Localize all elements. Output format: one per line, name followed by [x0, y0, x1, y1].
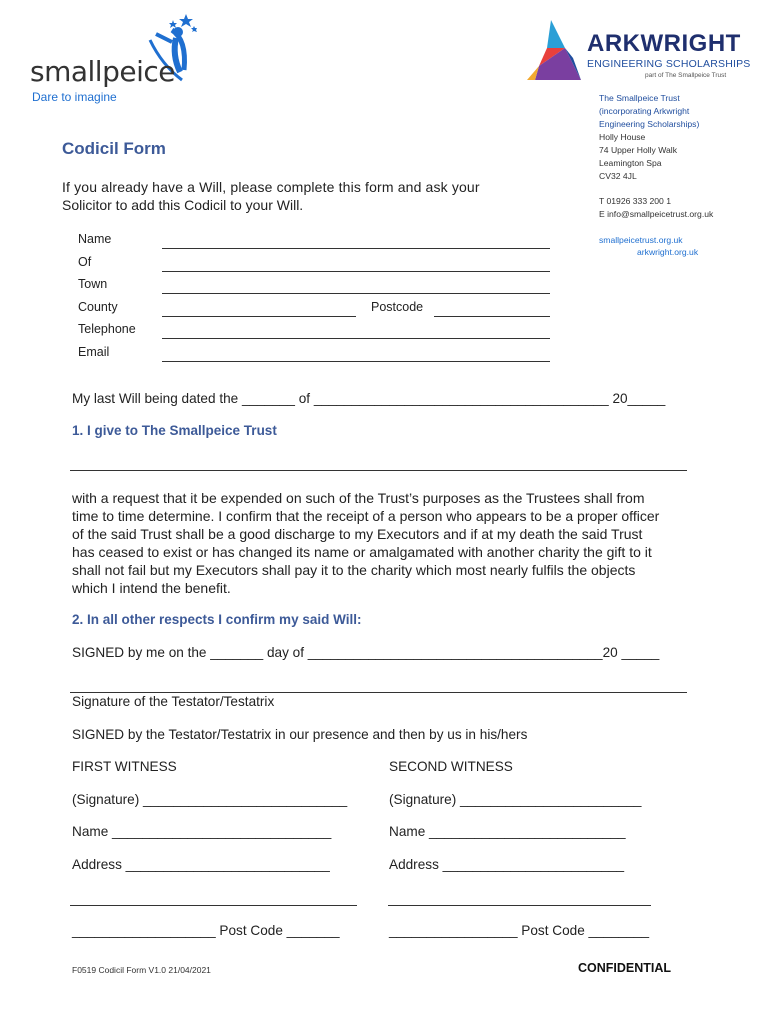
address-line-1: The Smallpeice Trust [599, 93, 680, 103]
first-witness-postcode[interactable]: ___________________ Post Code _______ [72, 923, 340, 938]
testator-signature-label: Signature of the Testator/Testatrix [72, 694, 275, 709]
second-witness-name[interactable]: Name __________________________ [389, 824, 626, 839]
first-witness-heading: FIRST WITNESS [72, 759, 177, 774]
email-label: Email [78, 345, 110, 359]
email-input-line[interactable] [162, 361, 550, 362]
page-title: Codicil Form [62, 139, 166, 158]
smallpeice-tagline: Dare to imagine [32, 90, 117, 104]
postcode-label: Postcode [371, 300, 424, 314]
gift-line-4: has ceased to exist or has changed its name or amalgamated with another charity the gift to it [72, 544, 652, 560]
address-phone: T 01926 333 200 1 [599, 196, 671, 206]
arkwright-triangle-icon [525, 18, 583, 84]
of-input-line[interactable] [162, 271, 550, 272]
first-witness-address-line-2[interactable] [70, 905, 357, 906]
of-label: Of [78, 255, 92, 269]
gift-input-line[interactable] [70, 470, 687, 471]
gift-line-5: shall not fail but my Executors shall pay it to the charity which most nearly fulfils the objects [72, 562, 636, 578]
will-dated-line[interactable]: My last Will being dated the _______ of _______________________________________ 20_____ [72, 391, 666, 406]
address-line-2: (incorporating Arkwright [599, 106, 690, 116]
smallpeice-logo [30, 10, 200, 110]
second-witness-address-line-2[interactable] [388, 905, 651, 906]
footer-reference: F0519 Codicil Form V1.0 21/04/2021 [72, 965, 211, 975]
gift-paragraph [72, 489, 712, 597]
intro-line-2: Solicitor to add this Codicil to your Will. [62, 197, 304, 213]
testator-signature-line[interactable] [70, 692, 687, 693]
gift-line-6: which I intend the benefit. [72, 580, 231, 596]
section-2-heading: 2. In all other respects I confirm my said Will: [72, 612, 362, 627]
arkwright-wordmark: ARKWRIGHT [587, 30, 741, 57]
signed-by-me-line[interactable]: SIGNED by me on the _______ day of _______________________________________20 _____ [72, 645, 660, 660]
intro-line-1: If you already have a Will, please complete this form and ask your [62, 179, 480, 195]
gift-line-3: of the said Trust shall be a good discharge to my Executors and if at my death the said Trust [72, 526, 643, 542]
address-line-6: Leamington Spa [599, 158, 662, 168]
first-witness-name[interactable]: Name _____________________________ [72, 824, 332, 839]
arkwright-part-of: part of The Smallpeice Trust [645, 72, 727, 79]
website-link-smallpeice[interactable]: smallpeicetrust.org.uk [599, 235, 683, 245]
second-witness-address[interactable]: Address ________________________ [389, 857, 625, 872]
address-line-5: 74 Upper Holly Walk [599, 145, 678, 155]
address-line-4: Holly House [599, 132, 646, 142]
second-witness-postcode[interactable]: _________________ Post Code ________ [389, 923, 650, 938]
town-label: Town [78, 277, 108, 291]
telephone-label: Telephone [78, 322, 136, 336]
gift-line-1: with a request that it be expended on such of the Trust’s purposes as the Trustees shall from [72, 490, 645, 506]
first-witness-address[interactable]: Address ___________________________ [72, 857, 330, 872]
county-label: County [78, 300, 118, 314]
county-input-line[interactable] [162, 316, 356, 317]
footer-confidential: CONFIDENTIAL [578, 961, 672, 975]
postcode-input-line[interactable] [434, 316, 550, 317]
smallpeice-wordmark: smallpeice [30, 55, 175, 88]
signed-presence-text: SIGNED by the Testator/Testatrix in our presence and then by us in his/hers [72, 727, 528, 742]
address-line-3: Engineering Scholarships) [599, 119, 700, 129]
address-email[interactable]: E info@smallpeicetrust.org.uk [599, 209, 714, 219]
telephone-input-line[interactable] [162, 338, 550, 339]
arkwright-subtitle: ENGINEERING SCHOLARSHIPS [587, 58, 751, 70]
gift-line-2: time to time determine. I confirm that the receipt of a person who appears to be a proper officer [72, 508, 660, 524]
website-link-arkwright[interactable]: arkwright.org.uk [637, 247, 699, 257]
name-label: Name [78, 232, 112, 246]
first-witness-signature[interactable]: (Signature) ___________________________ [72, 792, 348, 807]
arkwright-logo [525, 18, 755, 88]
second-witness-signature[interactable]: (Signature) ________________________ [389, 792, 642, 807]
address-line-7: CV32 4JL [599, 171, 637, 181]
second-witness-heading: SECOND WITNESS [389, 759, 513, 774]
name-input-line[interactable] [162, 248, 550, 249]
section-1-heading: 1. I give to The Smallpeice Trust [72, 423, 277, 438]
town-input-line[interactable] [162, 293, 550, 294]
